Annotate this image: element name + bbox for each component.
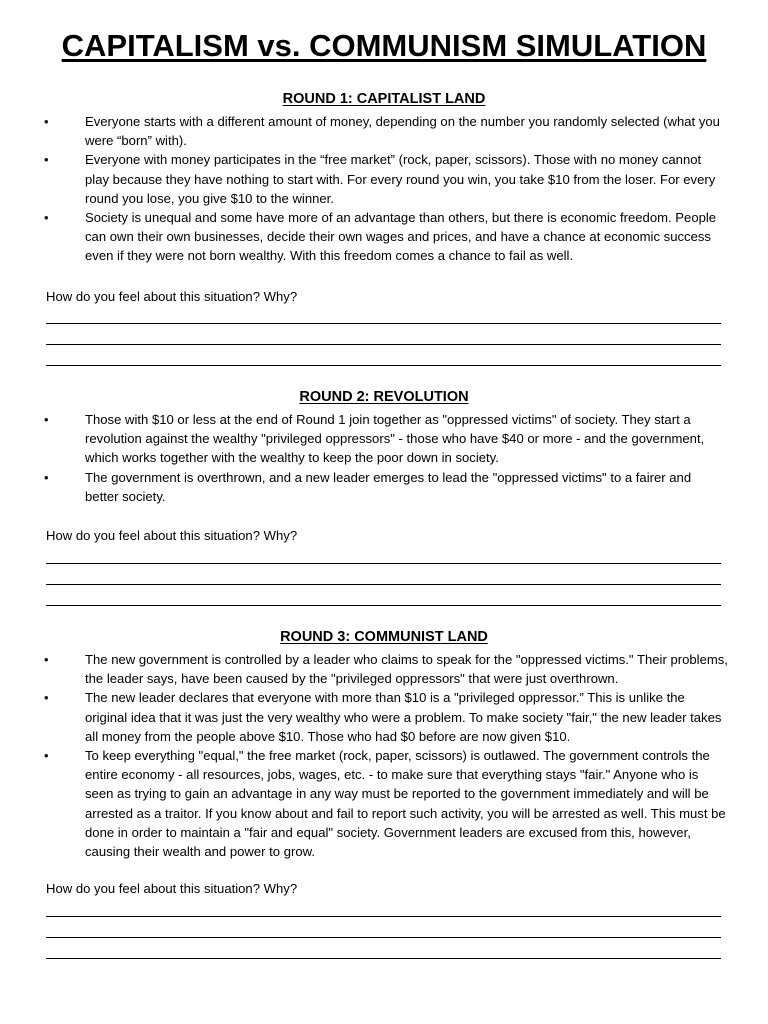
bullet-icon: • bbox=[44, 152, 49, 168]
round-3-question: How do you feel about this situation? Why? bbox=[46, 881, 298, 896]
round-3-answer-line-2[interactable] bbox=[46, 937, 721, 938]
round-3-question-block bbox=[0, 879, 768, 898]
bullet-text: Everyone with money participates in the “free market” (rock, paper, scissors). Those with no money cannot play because they have nothing to start with. For every round you win, you take $10 from the loser. For every round you lose, you give $10 to the winner. bbox=[85, 152, 716, 206]
bullet-text: The government is overthrown, and a new leader emerges to lead the "oppressed victims" to a fairer and better society. bbox=[85, 469, 692, 504]
list-item bbox=[0, 410, 768, 468]
round-1-answer-line-2[interactable] bbox=[46, 344, 721, 345]
round-2-section bbox=[0, 388, 768, 506]
bullet-text: Those with $10 or less at the end of Round 1 join together as "oppressed victims" of society. They start a revolution against the wealthy "privileged oppressors" - those who have $40 or more - and the government, which works together with the wealthy to keep the poor down in society. bbox=[85, 412, 705, 466]
round-1-answer-line-1[interactable] bbox=[46, 323, 721, 324]
bullet-icon: • bbox=[44, 748, 49, 764]
bullet-icon: • bbox=[44, 469, 49, 485]
list-item bbox=[0, 150, 768, 208]
bullet-text: Society is unequal and some have more of an advantage than others, but there is economic freedom. People can own their own businesses, decide their own wages and prices, and have a chance at economic success even if they were not born wealthy. With this freedom comes a chance to fail as well. bbox=[85, 210, 717, 264]
bullet-icon: • bbox=[44, 690, 49, 706]
round-1-question: How do you feel about this situation? Why? bbox=[46, 289, 298, 304]
round-2-heading: ROUND 2: REVOLUTION bbox=[299, 389, 469, 405]
list-item bbox=[0, 112, 768, 150]
list-item bbox=[0, 688, 768, 746]
bullet-text: The new government is controlled by a leader who claims to speak for the "oppressed victims." Their problems, the leader says, have been caused by the "privileged oppressors" that were just overthrown. bbox=[85, 652, 728, 687]
round-2-answer-line-2[interactable] bbox=[46, 584, 721, 585]
round-2-question-block bbox=[0, 526, 768, 545]
round-1-question-block bbox=[0, 287, 768, 306]
round-3-answer-line-3[interactable] bbox=[46, 958, 721, 959]
bullet-text: To keep everything "equal," the free market (rock, paper, scissors) is outlawed. The government controls the entire economy - all resources, jobs, wages, etc. - to make sure that everything stays "fair." Anyone who is seen as trying to gain an advantage in any way must be reported to the government immediately and will be arrested as a traitor. If you know about and fail to report such activity, you will be arrested as well. This must be done in order to maintain a "fair and equal" society. Government leaders are excused from this, however, causing their wealth and power to grow. bbox=[85, 748, 726, 860]
round-3-bullet-list bbox=[0, 650, 768, 861]
round-2-bullet-list bbox=[0, 410, 768, 506]
round-3-heading: ROUND 3: COMMUNIST LAND bbox=[280, 629, 488, 645]
bullet-icon: • bbox=[44, 114, 49, 129]
round-3-section bbox=[0, 628, 768, 861]
round-1-heading: ROUND 1: CAPITALIST LAND bbox=[282, 91, 486, 107]
bullet-text: Everyone starts with a different amount of money, depending on the number you randomly selected (what you were “born” with). bbox=[85, 114, 720, 149]
list-item bbox=[0, 468, 768, 506]
round-1-bullet-list bbox=[0, 112, 768, 266]
list-item bbox=[0, 208, 768, 266]
round-2-answer-line-3[interactable] bbox=[46, 605, 721, 606]
page-title: CAPITALISM vs. COMMUNISM SIMULATION bbox=[61, 28, 707, 63]
list-item bbox=[0, 650, 768, 688]
round-1-section bbox=[0, 90, 768, 266]
round-1-answer-line-3[interactable] bbox=[46, 365, 721, 366]
bullet-icon: • bbox=[44, 652, 49, 667]
bullet-icon: • bbox=[44, 210, 49, 226]
list-item bbox=[0, 746, 768, 861]
round-3-answer-line-1[interactable] bbox=[46, 916, 721, 917]
bullet-text: The new leader declares that everyone with more than $10 is a "privileged oppressor.” This is unlike the original idea that it was just the very wealthy who were a problem. To make society "fair," the new leader takes all money from the people above $10. Those who had $0 before are now given $10. bbox=[85, 690, 722, 744]
round-2-answer-line-1[interactable] bbox=[46, 563, 721, 564]
bullet-icon: • bbox=[44, 412, 49, 427]
round-2-question: How do you feel about this situation? Why? bbox=[46, 528, 298, 543]
